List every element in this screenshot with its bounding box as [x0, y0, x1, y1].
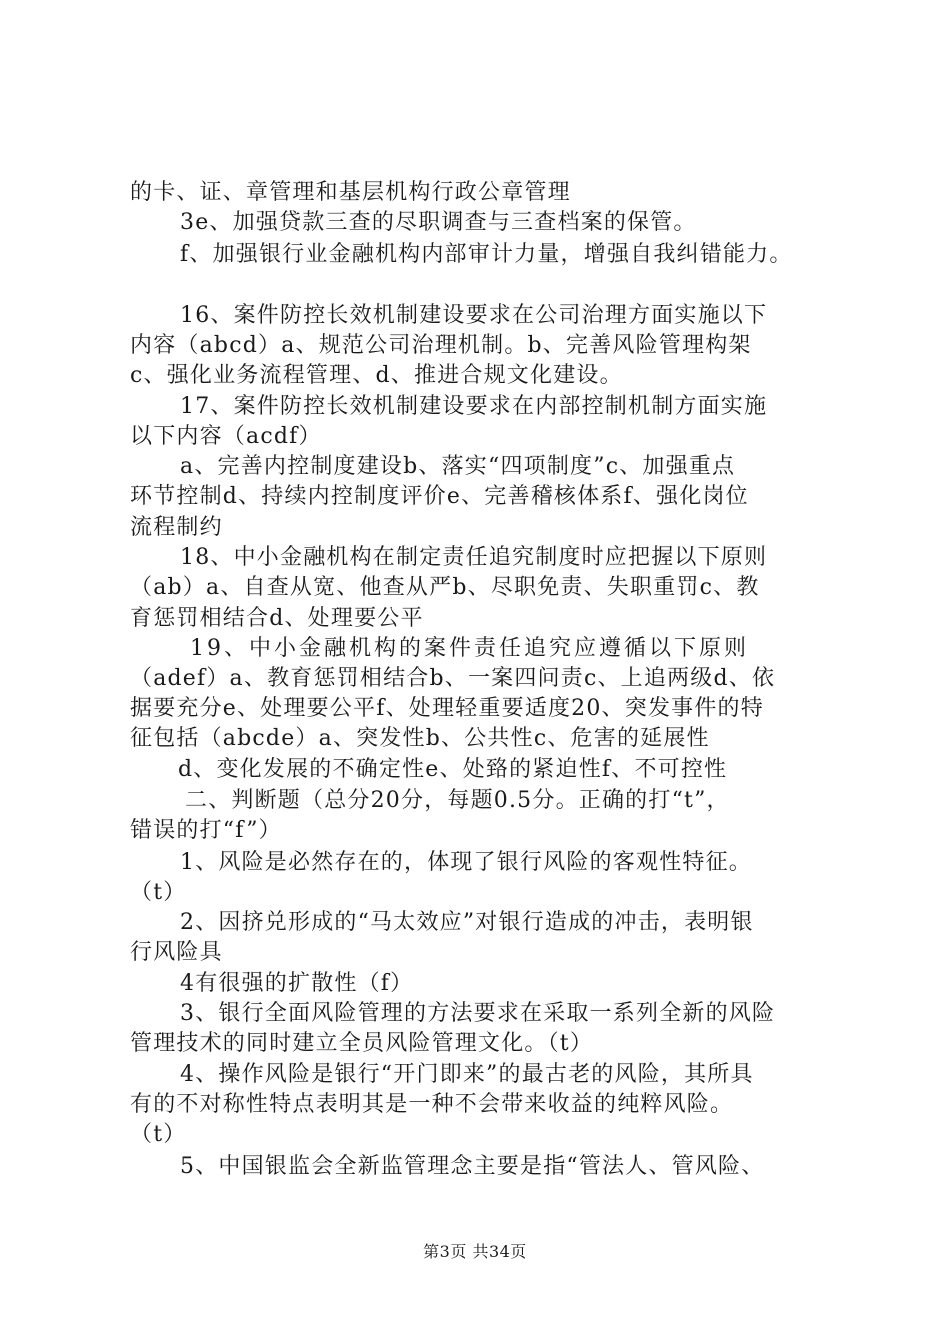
text-line: 19、中小金融机构的案件责任追究应遵循以下原则 — [190, 636, 749, 661]
text-line: 16、案件防控长效机制建设要求在公司治理方面实施以下 — [180, 303, 768, 328]
text-line: a、完善内控制度建设b、落实“四项制度”c、加强重点 — [180, 454, 736, 479]
text-line: 二、判断题（总分20分，每题0.5分。正确的打“t”， — [185, 788, 730, 813]
text-line: 流程制约 — [130, 515, 223, 540]
text-line: 4、操作风险是银行“开门即来”的最古老的风险，其所具 — [180, 1062, 754, 1087]
text-line: 的卡、证、章管理和基层机构行政公章管理 — [130, 180, 571, 205]
text-line: 错误的打“f”） — [130, 818, 282, 843]
text-line: 4有很强的扩散性（f） — [180, 971, 414, 996]
text-line: 据要充分e、处理要公平f、处理轻重要适度20、突发事件的特 — [130, 696, 764, 721]
text-line: 管理技术的同时建立全员风险管理文化。（t） — [130, 1031, 594, 1056]
text-line: 17、案件防控长效机制建设要求在内部控制机制方面实施 — [180, 394, 768, 419]
text-line: （t） — [130, 1122, 187, 1147]
text-line: 3、银行全面风险管理的方法要求在采取一系列全新的风险 — [180, 1001, 776, 1026]
text-line: 3e、加强贷款三查的尽职调查与三查档案的保管。 — [180, 210, 697, 235]
text-line: 以下内容（acdf） — [130, 424, 322, 449]
text-line: f、加强银行业金融机构内部审计力量，增强自我纠错能力。 — [180, 242, 793, 267]
text-line: 1、风险是必然存在的，体现了银行风险的客观性特征。 — [180, 850, 752, 875]
text-line: （ab）a、自查从宽、他查从严b、尽职免责、失职重罚c、教 — [130, 575, 760, 600]
text-line: 2、因挤兑形成的“马太效应”对银行造成的冲击，表明银 — [180, 910, 754, 935]
page-number-footer: 第3页 共34页 — [423, 1242, 527, 1261]
text-line: 内容（abcd）a、规范公司治理机制。b、完善风险管理构架 — [130, 333, 752, 358]
text-line: c、强化业务流程管理、d、推进合规文化建设。 — [130, 363, 623, 388]
text-line: 5、中国银监会全新监管理念主要是指“管法人、管风险、 — [180, 1154, 765, 1179]
text-line: 行风险具 — [130, 940, 223, 965]
text-line: 环节控制d、持续内控制度评价e、完善稽核体系f、强化岗位 — [130, 484, 749, 509]
text-line: （t） — [130, 880, 187, 905]
text-line: 征包括（abcde）a、突发性b、公共性c、危害的延展性 — [130, 726, 710, 751]
text-line: 有的不对称性特点表明其是一种不会带来收益的纯粹风险。 — [130, 1092, 734, 1117]
text-line: （adef）a、教育惩罚相结合b、一案四问责c、上追两级d、依 — [130, 666, 776, 691]
text-line: 18、中小金融机构在制定责任追究制度时应把握以下原则 — [180, 545, 768, 570]
text-line: 育惩罚相结合d、处理要公平 — [130, 606, 424, 631]
text-line: d、变化发展的不确定性e、处臵的紧迫性f、不可控性 — [178, 757, 728, 782]
